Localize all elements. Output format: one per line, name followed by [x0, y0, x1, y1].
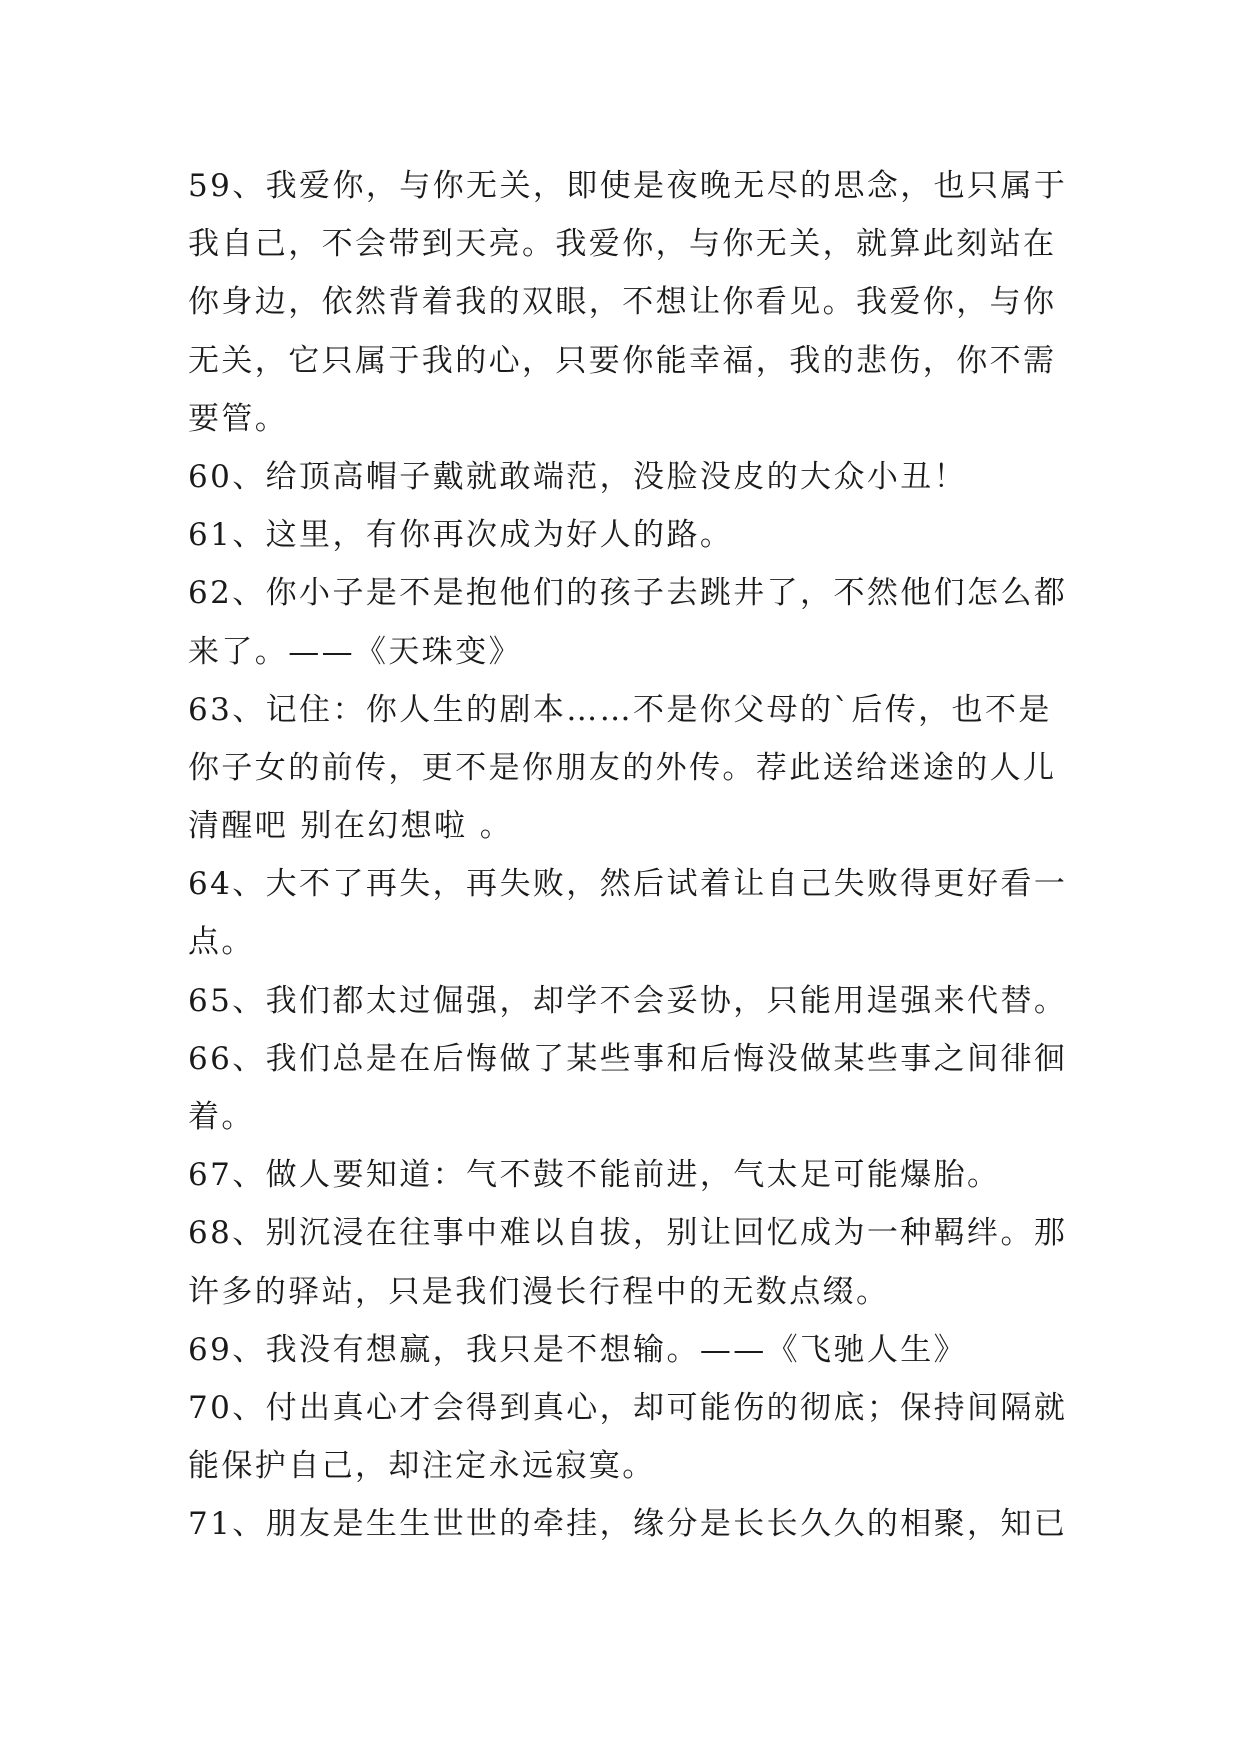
text-line: 要管。	[188, 400, 289, 437]
text-line: 59、我爱你，与你无关，即使是夜晚无尽的思念，也只属于	[188, 168, 1068, 204]
text-line: 我自己，不会带到天亮。我爱你，与你无关，就算此刻站在	[188, 226, 1057, 263]
text-line: 67、做人要知道：气不鼓不能前进，气太足可能爆胎。	[188, 1157, 1001, 1194]
text-line: 你身边，依然背着我的双眼，不想让你看见。我爱你，与你	[188, 284, 1057, 321]
text-line: 无关，它只属于我的心，只要你能幸福，我的悲伤，你不需	[188, 342, 1057, 379]
text-line: 来了。——《天珠变》	[188, 633, 522, 670]
text-line: 能保护自己，却注定永远寂寞。	[188, 1448, 656, 1485]
text-line: 清醒吧 别在幻想啦 。	[188, 808, 514, 845]
text-line: 许多的驿站，只是我们漫长行程中的无数点缀。	[188, 1273, 890, 1310]
text-line: 71、朋友是生生世世的牵挂，缘分是长长久久的相聚，知已	[188, 1506, 1068, 1543]
text-line: 66、我们总是在后悔做了某些事和后悔没做某些事之间徘徊	[188, 1040, 1068, 1077]
text-line: 68、别沉浸在往事中难以自拔，别让回忆成为一种羁绊。那	[188, 1215, 1068, 1252]
text-line: 70、付出真心才会得到真心，却可能伤的彻底；保持间隔就	[188, 1389, 1068, 1426]
text-line: 64、大不了再失，再失败，然后试着让自己失败得更好看一	[188, 866, 1068, 903]
text-line: 61、这里，有你再次成为好人的路。	[188, 517, 734, 554]
text-line: 65、我们都太过倔强，却学不会妥协，只能用逞强来代替。	[188, 982, 1068, 1019]
text-line: 69、我没有想赢，我只是不想输。——《飞驰人生》	[188, 1331, 968, 1368]
text-line: 你子女的前传，更不是你朋友的外传。荐此送给迷途的人儿	[188, 749, 1057, 786]
document-body	[188, 157, 1068, 1554]
text-line: 63、记住：你人生的剧本……不是你父母的`后传，也不是	[188, 691, 1052, 728]
text-line: 62、你小子是不是抱他们的孩子去跳井了，不然他们怎么都	[188, 575, 1068, 612]
text-line: 着。	[188, 1099, 255, 1135]
text-line: 点。	[188, 924, 255, 961]
text-line: 60、给顶高帽子戴就敢端范，没脸没皮的大众小丑！	[188, 458, 968, 495]
